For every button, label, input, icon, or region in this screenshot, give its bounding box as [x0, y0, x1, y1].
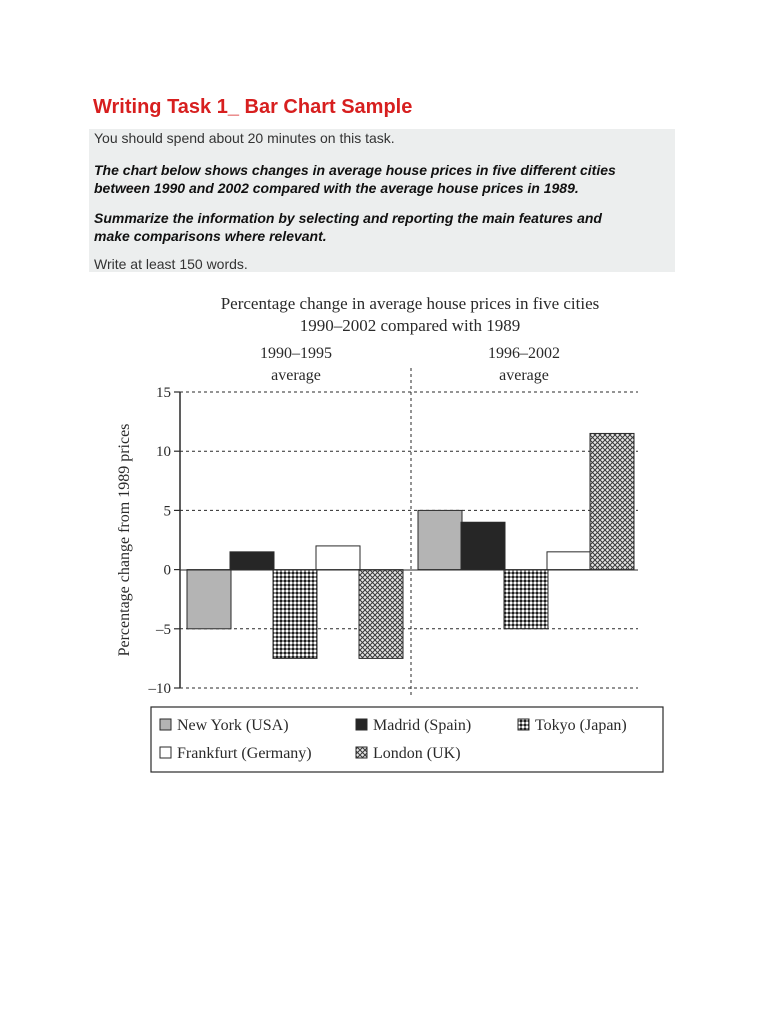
- task-instruction-line-1: Summarize the information by selecting and reporting the main features and: [94, 210, 602, 226]
- bar: [187, 570, 231, 629]
- task-description-line-2: between 1990 and 2002 compared with the average house prices in 1989.: [94, 180, 579, 196]
- bar: [504, 570, 548, 629]
- chart-title: Percentage change in average house prices in five cities: [220, 294, 600, 313]
- legend-label: London (UK): [373, 745, 461, 762]
- legend-label: New York (USA): [177, 717, 289, 734]
- chart-subtitle: 1990–2002 compared with 1989: [299, 316, 521, 335]
- bars: [187, 433, 634, 658]
- gridlines: [180, 392, 638, 688]
- legend-label: Frankfurt (Germany): [177, 745, 312, 762]
- group-label-2-line2: average: [499, 367, 549, 384]
- y-axis-label: Percentage change from 1989 prices: [116, 423, 133, 657]
- bar: [590, 433, 634, 569]
- time-note: You should spend about 20 minutes on this task.: [94, 130, 395, 146]
- y-tick-label: 5: [163, 503, 171, 520]
- bar: [273, 570, 317, 659]
- task-instruction-line-2: make comparisons where relevant.: [94, 228, 327, 244]
- bar: [461, 522, 505, 569]
- group-label-2-line1: 1996–2002: [488, 345, 560, 362]
- legend-swatch: [518, 719, 529, 730]
- bar: [316, 546, 360, 570]
- legend-swatch: [160, 747, 171, 758]
- y-axis-ticks: [148, 385, 181, 697]
- page-title: Writing Task 1_ Bar Chart Sample: [93, 96, 413, 118]
- y-tick-label: 15: [156, 385, 171, 401]
- legend-swatch: [160, 719, 171, 730]
- bar: [230, 552, 274, 570]
- y-tick-label: 10: [156, 444, 171, 461]
- word-count-note: Write at least 150 words.: [94, 256, 248, 272]
- bar: [359, 570, 403, 659]
- bar: [547, 552, 591, 570]
- group-label-1-line1: 1990–1995: [260, 345, 332, 362]
- bar: [418, 510, 462, 569]
- legend-label: Tokyo (Japan): [535, 717, 627, 734]
- y-tick-label: –5: [156, 621, 171, 638]
- legend-swatch: [356, 747, 367, 758]
- legend-swatch: [356, 719, 367, 730]
- group-label-1-line2: average: [271, 367, 321, 384]
- task-description-line-1: The chart below shows changes in average house prices in five different cities: [94, 162, 616, 178]
- y-tick-label: 0: [163, 562, 171, 579]
- legend-label: Madrid (Spain): [373, 717, 472, 734]
- y-tick-label: –10: [148, 681, 171, 697]
